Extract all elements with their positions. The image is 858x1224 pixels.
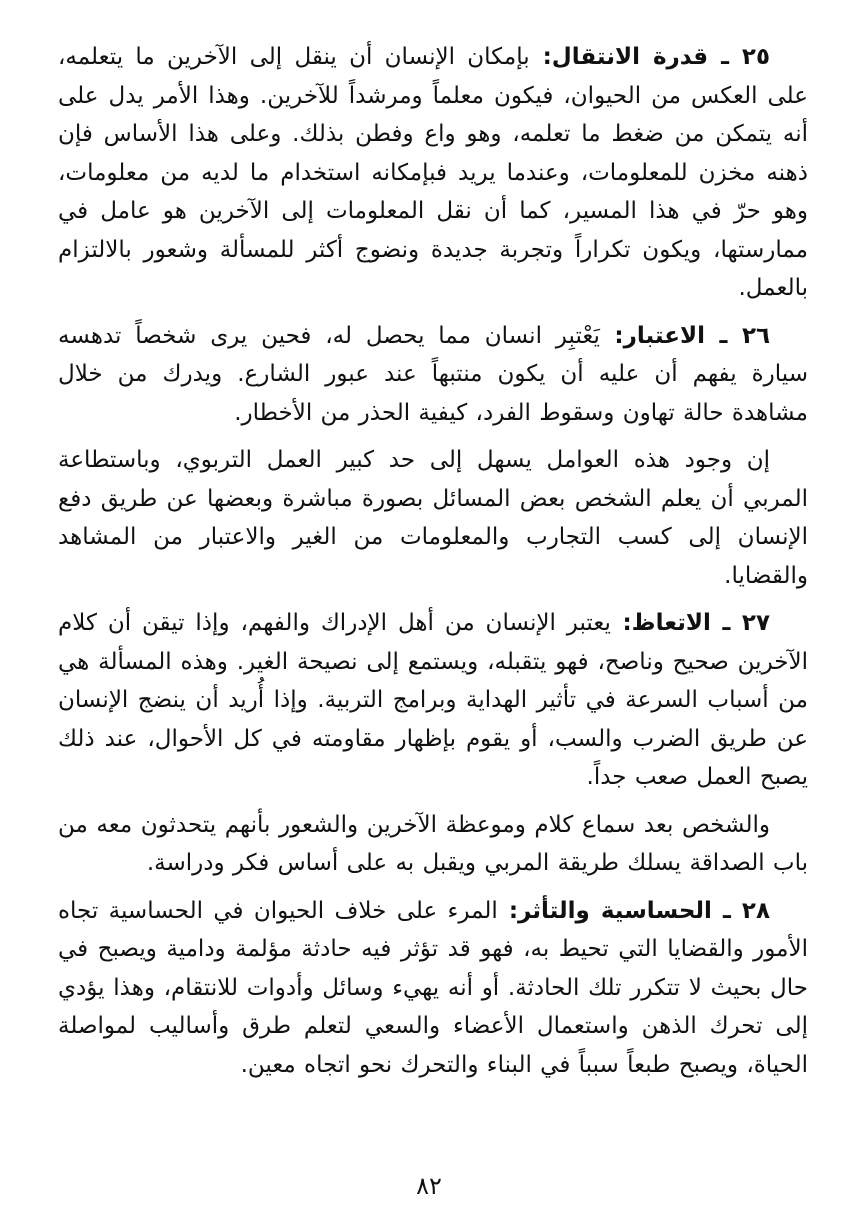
paragraph-26-number-title: ٢٦ ـ الاعتبار: — [599, 322, 771, 349]
paragraph-26-consideration — [58, 317, 808, 433]
paragraph-friendship-note-text: والشخص بعد سماع كلام وموعظة الآخرين والشعور بأنهم يتحدثون معه من باب الصداقة يسلك طريقة المربي ويقبل به على أساس فكر ودراسة. — [58, 811, 808, 876]
paragraph-factors-note-text: إن وجود هذه العوامل يسهل إلى حد كبير العمل التربوي، وباستطاعة المربي أن يعلم الشخص بعض المسائل بصورة مباشرة وبعضها عن طريق دفع الإنسان إلى كسب التجارب والمعلومات من الغير والاعتبار من المشاهد والقضايا. — [58, 447, 808, 589]
paragraph-25-text: بإمكان الإنسان أن ينقل إلى الآخرين ما يتعلمه، على العكس من الحيوان، فيكون معلماً ومرشداً للآخرين. وهذا الأمر يدل على أنه يتمكن من ضغط ما تعلمه، وهو واع وفطن بذلك. وعلى هذا الأساس فإن ذهنه مخزن للمعلومات، وعندما يريد فبإمكانه استخدام ما لديه من معلومات، وهو حرّ في هذا المسير، كما أن نقل المعلومات إلى الآخرين هو عامل في ممارستها، ويكون تكراراً وتجربة جديدة ونضوج أكثر للمسألة وشعور بالالتزام بالعمل. — [58, 44, 808, 301]
paragraph-25-number-title: ٢٥ ـ قدرة الانتقال: — [529, 44, 770, 70]
paragraph-25-transfer-ability — [58, 38, 808, 308]
paragraph-28-sensitivity — [58, 892, 808, 1085]
paragraph-friendship-note — [58, 806, 808, 883]
paragraph-27-number-title: ٢٧ ـ الاتعاظ: — [610, 610, 770, 636]
paragraph-27-admonition — [58, 604, 808, 797]
paragraph-26-text: يَعْتبِر انسان مما يحصل له، فحين يرى شخصاً تدهسه سيارة يفهم أن عليه أن يكون منتبهاً عند عبور الشارع. ويدرك من خلال مشاهدة حالة تهاون وسقوط الفرد، كيفية الحذر من الأخطار. — [58, 322, 808, 426]
paragraph-factors-note — [58, 441, 808, 595]
paragraph-27-text: يعتبر الإنسان من أهل الإدراك والفهم، وإذا تيقن أن كلام الآخرين صحيح وناصح، فهو يتقبله، ويستمع إلى نصيحة الغير. وهذه المسألة هي من أسباب السرعة في تأثير الهداية وبرامج التربية. وإذا أُريد أن ينضج الإنسان عن طريق الضرب والسب، أو يقوم بإظهار مقاومته في كل الأحوال، عند ذلك يصبح العمل صعب جداً. — [58, 610, 808, 790]
paragraph-28-text: المرء على خلاف الحيوان في الحساسية تجاه الأمور والقضايا التي تحيط به، فهو قد تؤثر فيه حادثة مؤلمة ودامية ويصبح في حال بحيث لا تتكرر تلك الحادثة. أو أنه يهيء وسائل وأدوات للانتقام، وهذا يؤدي إلى تحرك الذهن واستعمال الأعضاء والسعي لتعلم طرق وأساليب لمواصلة الحياة، ويصبح طبعاً سبباً في البناء والتحرك نحو اتجاه معين. — [58, 897, 808, 1078]
page-number: ٨٢ — [416, 1172, 442, 1200]
paragraph-28-number-title: ٢٨ ـ الحساسية والتأثر: — [497, 897, 770, 924]
